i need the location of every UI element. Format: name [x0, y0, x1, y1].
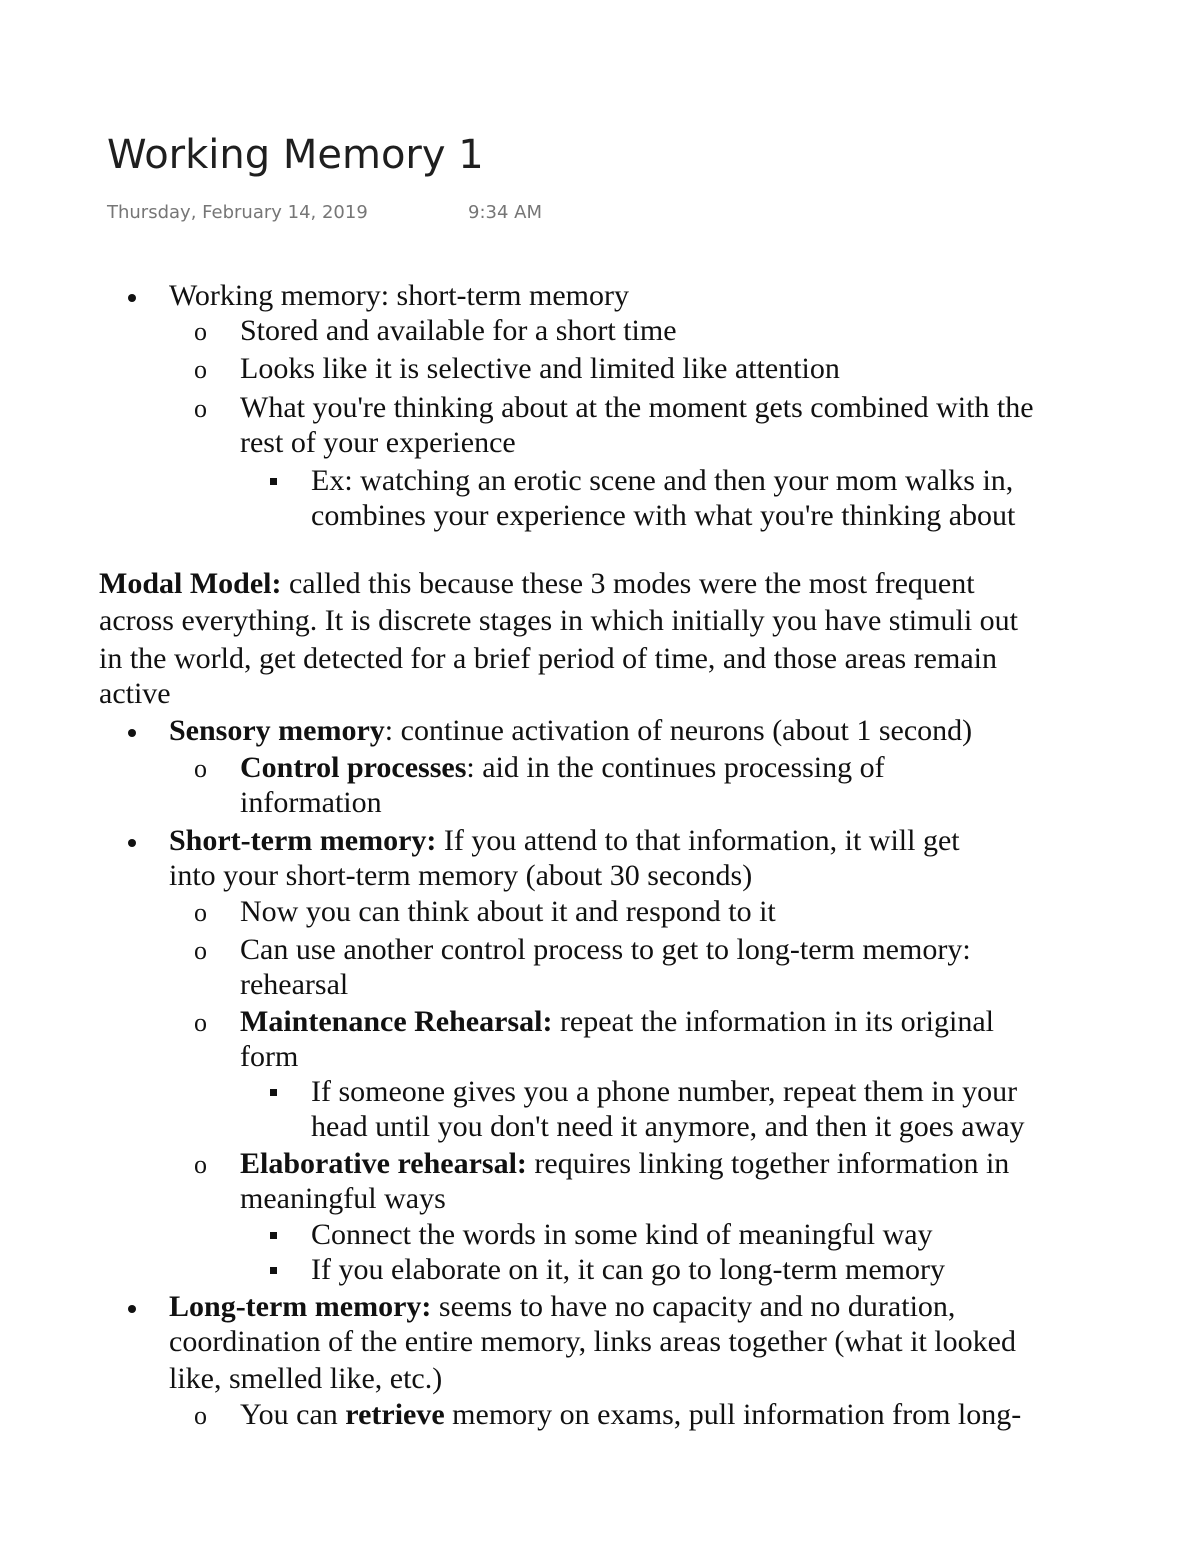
bullet-square-icon	[270, 1252, 277, 1288]
list-item: Can use another control process to get to long-term memory:	[240, 933, 971, 966]
bullet-disc-icon	[128, 713, 136, 749]
bullet-circle-icon: o	[194, 1008, 207, 1037]
list-item-cont: head until you don't need it anymore, and then it goes away	[311, 1110, 1025, 1143]
list-item-cont: rehearsal	[240, 968, 349, 1001]
term-text: : aid in the continues processing of	[466, 751, 885, 784]
bullet-circle-icon: o	[194, 1401, 207, 1430]
list-item: Now you can think about it and respond to it	[240, 895, 776, 928]
term-text: seems to have no capacity and no duration,	[431, 1290, 956, 1323]
list-item	[169, 823, 960, 859]
paragraph-text: called this because these 3 modes were the most frequent	[281, 567, 975, 600]
list-item	[240, 1146, 1009, 1182]
list-item-cont: meaningful ways	[240, 1182, 446, 1215]
list-item: Stored and available for a short time	[240, 314, 677, 347]
term-label: Elaborative rehearsal:	[240, 1147, 527, 1180]
term-label: retrieve	[345, 1398, 445, 1431]
bullet-square-icon	[270, 463, 277, 499]
page-title: Working Memory 1	[107, 132, 484, 178]
note-time: 9:34 AM	[468, 202, 542, 223]
list-item: What you're thinking about at the moment gets combined with the	[240, 391, 1034, 424]
bullet-circle-icon: o	[194, 898, 207, 927]
paragraph-line: active	[99, 677, 171, 710]
term-label: Short-term memory:	[169, 824, 437, 857]
bullet-square-icon	[270, 1217, 277, 1253]
list-item-cont: information	[240, 786, 382, 819]
paragraph-line: in the world, get detected for a brief period of time, and those areas remain	[99, 642, 997, 675]
bullet-circle-icon: o	[194, 394, 207, 423]
list-item: Working memory: short-term memory	[169, 279, 629, 312]
list-item: If someone gives you a phone number, repeat them in your	[311, 1075, 1018, 1108]
list-item: Looks like it is selective and limited like attention	[240, 352, 840, 385]
bullet-circle-icon: o	[194, 936, 207, 965]
list-item-cont: into your short-term memory (about 30 seconds)	[169, 859, 753, 892]
term-text: You can	[240, 1398, 346, 1431]
list-item: Ex: watching an erotic scene and then your mom walks in,	[311, 464, 1014, 497]
modal-model-paragraph	[99, 566, 975, 602]
list-item-cont: like, smelled like, etc.)	[169, 1362, 443, 1395]
list-item	[169, 1289, 955, 1325]
term-label: Long-term memory:	[169, 1290, 432, 1323]
list-item-cont: combines your experience with what you're thinking about	[311, 499, 1016, 532]
bullet-circle-icon: o	[194, 754, 207, 783]
bullet-square-icon	[270, 1074, 277, 1110]
list-item-cont: rest of your experience	[240, 426, 516, 459]
note-date: Thursday, February 14, 2019	[107, 202, 368, 223]
list-item-cont: coordination of the entire memory, links areas together (what it looked	[169, 1325, 1016, 1358]
bullet-circle-icon: o	[194, 317, 207, 346]
bullet-disc-icon	[128, 1289, 136, 1325]
term-text: requires linking together information in	[526, 1147, 1010, 1180]
bullet-circle-icon: o	[194, 1150, 207, 1179]
list-item	[240, 750, 885, 786]
term-text: memory on exams, pull information from long-	[444, 1398, 1022, 1431]
list-item	[240, 1004, 994, 1040]
list-item	[169, 713, 972, 749]
term-label: Control processes	[240, 751, 467, 784]
modal-model-label: Modal Model:	[99, 567, 282, 600]
list-item: If you elaborate on it, it can go to long-term memory	[311, 1253, 945, 1286]
list-item: Connect the words in some kind of meaningful way	[311, 1218, 933, 1251]
list-item	[240, 1397, 1021, 1433]
paragraph-line: across everything. It is discrete stages in which initially you have stimuli out	[99, 604, 1018, 637]
bullet-disc-icon	[128, 278, 136, 314]
term-label: Maintenance Rehearsal:	[240, 1005, 553, 1038]
bullet-circle-icon: o	[194, 355, 207, 384]
term-text: : continue activation of neurons (about 1 second)	[384, 714, 973, 747]
bullet-disc-icon	[128, 823, 136, 859]
term-text: If you attend to that information, it will get	[436, 824, 960, 857]
term-text: repeat the information in its original	[552, 1005, 994, 1038]
list-item-cont: form	[240, 1040, 299, 1073]
term-label: Sensory memory	[169, 714, 385, 747]
